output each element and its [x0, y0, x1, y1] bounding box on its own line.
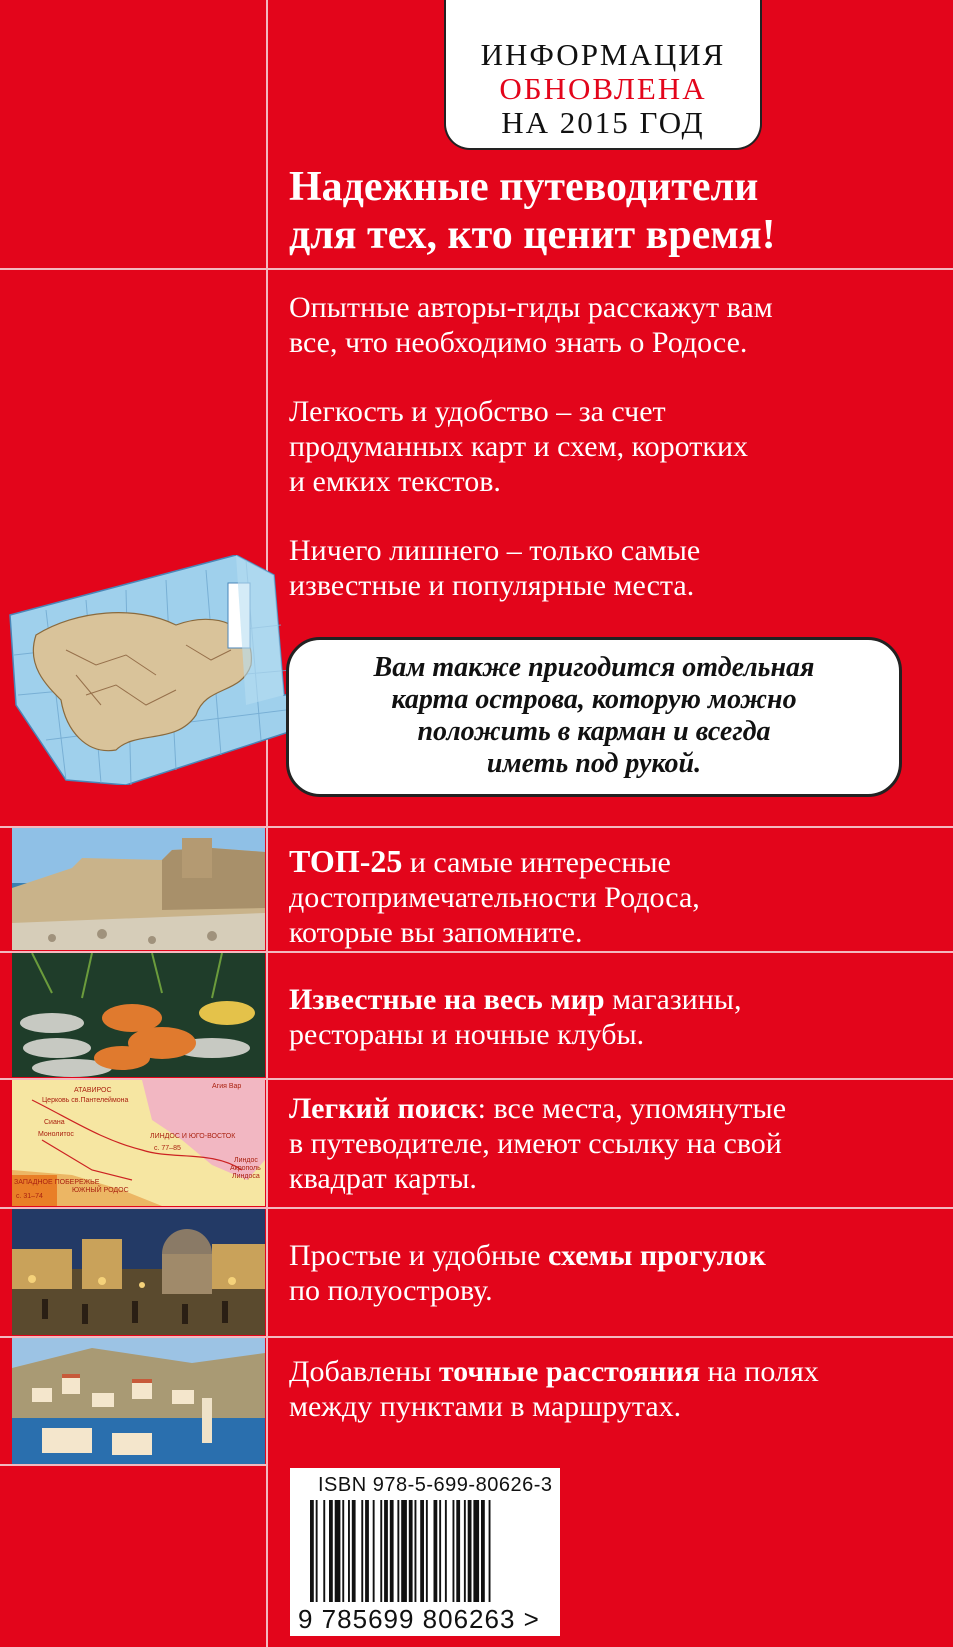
map-thumbnail	[12, 1080, 265, 1206]
map-label: Сиана	[44, 1119, 65, 1126]
feature-shops-text: магазины,	[604, 983, 742, 1016]
seafood-photo	[12, 953, 265, 1077]
map-label: Агия Вар	[212, 1083, 242, 1090]
barcode-bar	[415, 1500, 417, 1602]
feature-search-text: : все места, упомянутые	[477, 1092, 787, 1125]
barcode-bar	[342, 1500, 344, 1602]
barcode-bar	[434, 1500, 438, 1602]
barcode-bar	[329, 1500, 333, 1602]
map-label: ЮЖНЫЙ РОДОС	[72, 1187, 129, 1194]
map-label: Линдос	[234, 1157, 258, 1164]
barcode-bar	[390, 1500, 394, 1602]
barcode-bar	[464, 1500, 466, 1602]
map-label: с. 31–74	[16, 1193, 43, 1200]
barcode-bar	[323, 1500, 325, 1602]
feature-distances-bold: точные расстояния	[438, 1355, 700, 1388]
barcode-bar	[316, 1500, 318, 1602]
feature-search-bold: Легкий поиск	[289, 1092, 478, 1125]
feature-shops-bold: Известные на весь мир	[289, 983, 605, 1016]
headline-line-2: для тех, кто ценит время!	[289, 212, 776, 258]
paragraph-ease: Легкость и удобство – за счет продуманных карт и схем, коротких и емких текстов.	[289, 395, 748, 498]
map-label: Церковь св.Пантелеймона	[42, 1097, 129, 1104]
barcode-bar	[373, 1500, 375, 1602]
barcode	[310, 1500, 540, 1602]
barcode-bar	[310, 1500, 314, 1602]
feature-distances-text: Добавлены	[289, 1355, 439, 1388]
feature-distances-text: на полях	[699, 1355, 819, 1388]
barcode-bar	[397, 1500, 399, 1602]
feature-distances-text: между пунктами в маршрутах.	[289, 1390, 682, 1423]
barcode-digits: 9 785699 806263 >	[298, 1604, 540, 1634]
feature-walks-text: по полуострову.	[289, 1274, 493, 1307]
barcode-bar	[384, 1500, 388, 1602]
headline	[289, 163, 776, 259]
isbn-number: ISBN 978-5-699-80626-3	[318, 1474, 553, 1496]
callout-line-3: положить в карман и всегда	[417, 716, 771, 747]
headline-line-1: Надежные путеводители	[289, 164, 759, 210]
barcode-bar	[453, 1500, 455, 1602]
feature-top25-text: которые вы запомните.	[289, 916, 583, 949]
isbn-barcode-box	[290, 1468, 560, 1636]
feature-shops	[289, 982, 929, 1052]
callout-line-2: карта острова, которую можно	[391, 684, 797, 715]
map-label: с. 77–85	[154, 1145, 181, 1152]
feature-top25-text: достопримечательности Родоса,	[289, 881, 700, 914]
callout-line-1: Вам также пригодится отдельная	[373, 652, 815, 683]
barcode-bar	[352, 1500, 356, 1602]
paragraph-nothing-extra: Ничего лишнего – только самые известные и популярные места.	[289, 534, 701, 602]
vertical-divider	[266, 0, 268, 1647]
barcode-bar	[426, 1500, 428, 1602]
paragraph-authors: Опытные авторы-гиды расскажут вам все, что необходимо знать о Родосе.	[289, 291, 773, 359]
feature-search-text: квадрат карты.	[289, 1162, 477, 1195]
feature-shops-text: рестораны и ночные клубы.	[289, 1018, 645, 1051]
barcode-bar	[456, 1500, 460, 1602]
feature-distances	[289, 1354, 929, 1424]
badge-line-3: НА 2015 ГОД	[501, 105, 705, 140]
feature-top25-bold: ТОП-25	[289, 843, 403, 879]
barcode-bar	[439, 1500, 441, 1602]
barcode-bar	[409, 1500, 413, 1602]
feature-search-text: в путеводителе, имеют ссылку на свой	[289, 1127, 782, 1160]
barcode-bar	[489, 1500, 491, 1602]
fortress-photo	[12, 828, 265, 950]
feature-search	[289, 1091, 929, 1196]
pocket-map-callout	[286, 637, 902, 797]
feature-walks	[289, 1238, 929, 1308]
map-label: ЗАПАДНОЕ ПОБЕРЕЖЬЕ	[14, 1179, 100, 1186]
map-label: Монолитос	[38, 1131, 74, 1138]
map-label: Акрополь	[230, 1165, 261, 1172]
barcode-bar	[481, 1500, 485, 1602]
barcode-bar	[420, 1500, 424, 1602]
badge-line-2: ОБНОВЛЕНА	[499, 71, 707, 106]
feature-walks-text: Простые и удобные	[289, 1239, 549, 1272]
barcode-bar	[401, 1500, 407, 1602]
barcode-bar	[445, 1500, 447, 1602]
barcode-bar	[335, 1500, 341, 1602]
harbor-town-photo	[12, 1338, 265, 1464]
divider-line	[0, 1464, 268, 1466]
map-label: ЛИНДОС И ЮГО-ВОСТОК	[150, 1133, 236, 1140]
barcode-bar	[348, 1500, 350, 1602]
barcode-bar	[473, 1500, 479, 1602]
barcode-bar	[361, 1500, 363, 1602]
map-label: АТАВИРОС	[74, 1087, 112, 1094]
feature-top25	[289, 844, 929, 950]
barcode-bar	[365, 1500, 369, 1602]
callout-line-4: иметь под рукой.	[486, 748, 702, 779]
map-label: Линдоса	[232, 1173, 260, 1180]
barcode-bar	[468, 1500, 472, 1602]
badge-line-1: ИНФОРМАЦИЯ	[480, 37, 726, 72]
divider-line	[0, 268, 953, 270]
barcode-bar	[380, 1500, 382, 1602]
street-evening-photo	[12, 1209, 265, 1335]
update-badge	[444, 0, 762, 150]
feature-top25-text: и самые интересные	[402, 846, 671, 879]
feature-walks-bold: схемы прогулок	[548, 1239, 766, 1272]
